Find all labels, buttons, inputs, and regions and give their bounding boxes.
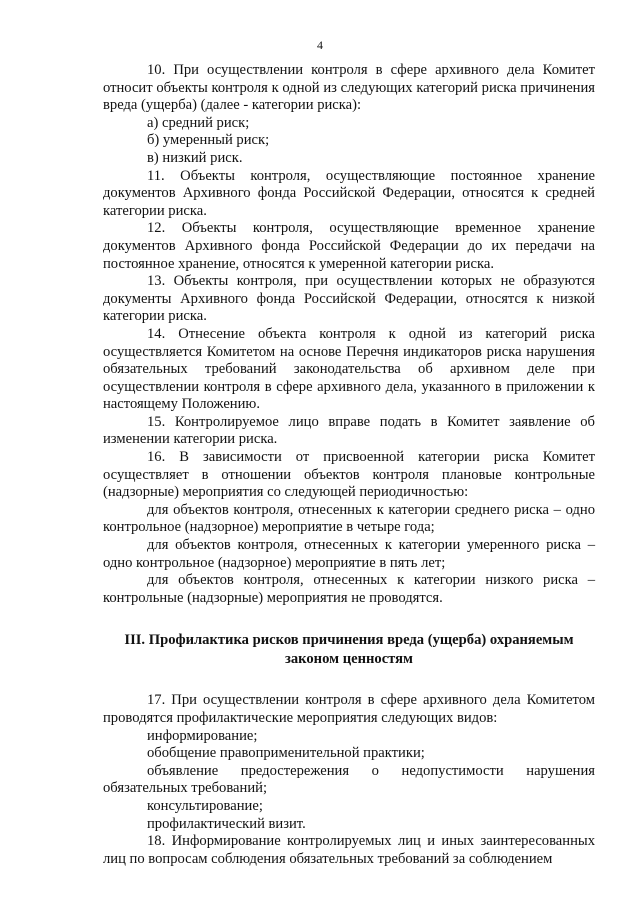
periodicity-low: для объектов контроля, отнесенных к категории низкого риска – контрольные (надзорные) мероприятия не проводятся.: [103, 572, 595, 606]
list-item-medium: а) средний риск;: [147, 114, 250, 131]
document-body: [103, 62, 595, 868]
paragraph-18: 18. Информирование контролируемых лиц и иных заинтересованных лиц по вопросам соблюдения обязательных требований за соблюдением: [103, 833, 595, 867]
paragraph-10: 10. При осуществлении контроля в сфере архивного дела Комитет относит объекты контроля к одной из следующих категорий риска причинения вреда (ущерба) (далее - категории риска):: [103, 62, 595, 114]
list-item-generalizing: обобщение правоприменительной практики;: [147, 745, 425, 762]
paragraph-13: 13. Объекты контроля, при осуществлении которых не образуются документы Архивного фонда Российской Федерации, относятся к низкой категории риска.: [103, 273, 595, 325]
list-item-moderate: б) умеренный риск;: [147, 132, 270, 149]
list-item-low: в) низкий риск.: [147, 149, 243, 166]
section-heading: III. Профилактика рисков причинения вреда (ущерба) охраняемым законом ценностям: [124, 632, 574, 667]
list-item-visit: профилактический визит.: [147, 815, 306, 832]
list-item-informing: информирование;: [147, 727, 258, 744]
paragraph-11: 11. Объекты контроля, осуществляющие постоянное хранение документов Архивного фонда Российской Федерации, относятся к средней категории риска.: [103, 167, 595, 219]
periodicity-moderate: для объектов контроля, отнесенных к категории умеренного риска – одно контрольное (надзорное) мероприятие в пять лет;: [103, 537, 595, 571]
list-item-consulting: консультирование;: [147, 797, 263, 814]
paragraph-14: 14. Отнесение объекта контроля к одной из категорий риска осуществляется Комитетом на основе Перечня индикаторов риска нарушения обязательных требований законодательства об архивном деле при осуществлении контроля в сфере архивного дела, указанного в приложении к настоящему Положению.: [103, 325, 595, 413]
periodicity-medium: для объектов контроля, отнесенных к категории среднего риска – одно контрольное (надзорное) мероприятие в четыре года;: [103, 501, 595, 536]
paragraph-16: 16. В зависимости от присвоенной категории риска Комитет осуществляет в отношении объектов контроля плановые контрольные (надзорные) мероприятия со следующей периодичностью:: [103, 449, 595, 501]
page-number: 4: [317, 38, 323, 52]
list-item-warning: объявление предостережения о недопустимости нарушения обязательных требований;: [103, 762, 595, 797]
paragraph-15: 15. Контролируемое лицо вправе подать в Комитет заявление об изменении категории риска.: [103, 413, 595, 448]
paragraph-12: 12. Объекты контроля, осуществляющие временное хранение документов Архивного фонда Российской Федерации до их передачи на постоянное хранение, относятся к умеренной категории риска.: [103, 220, 595, 272]
paragraph-17: 17. При осуществлении контроля в сфере архивного дела Комитетом проводятся профилактические мероприятия следующих видов:: [103, 692, 595, 726]
